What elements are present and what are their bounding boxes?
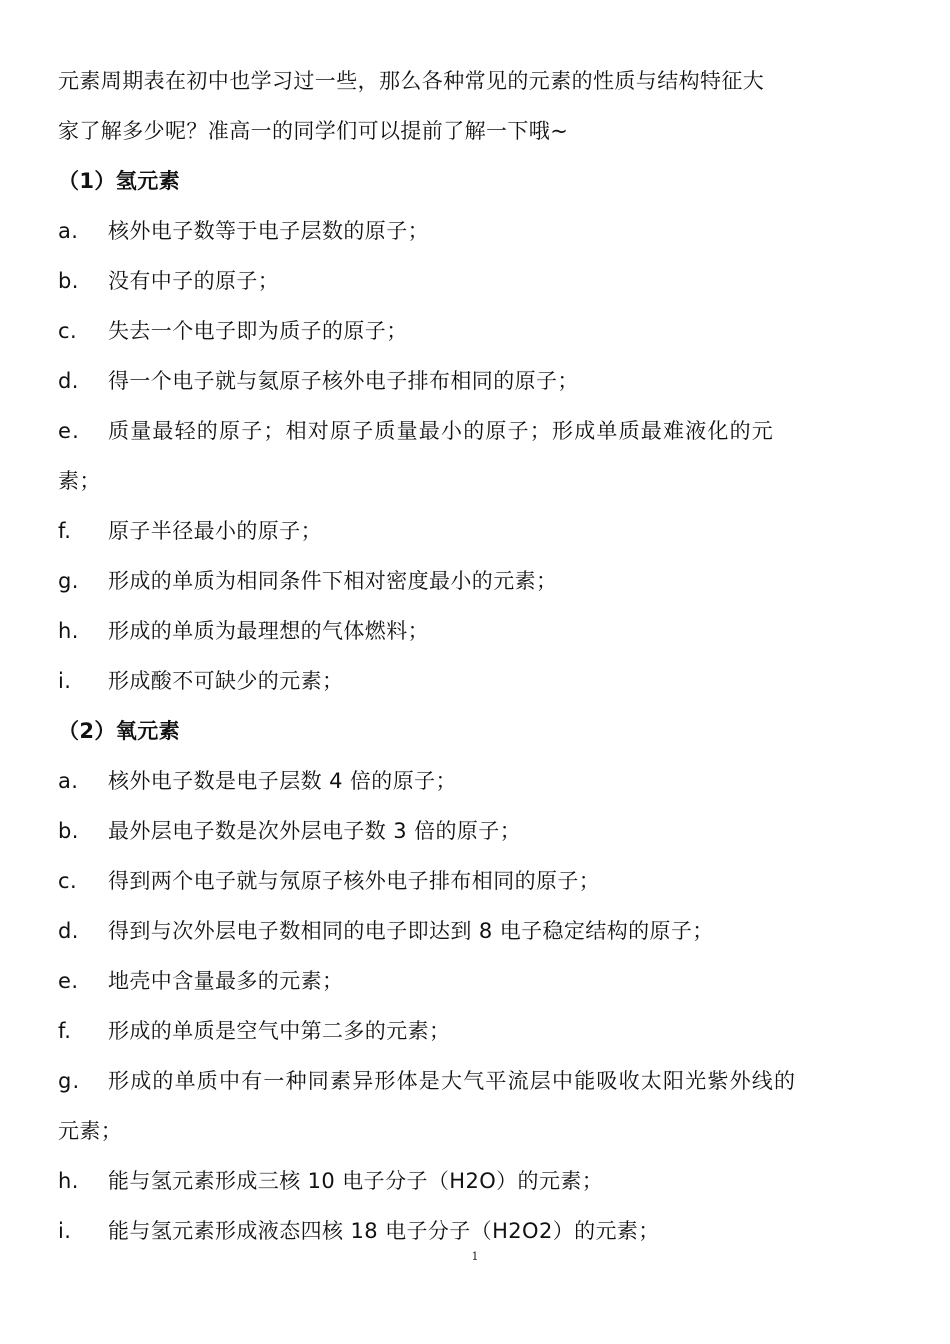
item-label: h. — [58, 1169, 79, 1193]
item-text: 得到与次外层电子数相同的电子即达到 8 电子稳定结构的原子； — [108, 919, 714, 943]
list-item — [58, 516, 892, 546]
list-item — [58, 416, 892, 446]
section-heading-oxygen: （2）氧元素 — [58, 719, 181, 743]
list-item — [58, 1066, 892, 1096]
list-item — [58, 816, 892, 846]
item-text: 地壳中含量最多的元素； — [108, 969, 344, 993]
page-number: 1 — [471, 1250, 479, 1263]
list-item — [58, 366, 892, 396]
list-item-continuation: 元素； — [58, 1119, 123, 1143]
item-label: c. — [58, 319, 78, 343]
list-item — [58, 916, 892, 946]
list-item — [58, 866, 892, 896]
intro-line-1: 元素周期表在初中也学习过一些，那么各种常见的元素的性质与结构特征大 — [58, 69, 765, 93]
item-label: f. — [58, 519, 72, 543]
item-text: 形成的单质为最理想的气体燃料； — [108, 619, 429, 643]
item-text: 能与氢元素形成三核 10 电子分子（H2O）的元素； — [108, 1169, 604, 1193]
list-item — [58, 1166, 892, 1196]
list-item — [58, 616, 892, 646]
item-text: 形成的单质为相同条件下相对密度最小的元素； — [108, 569, 558, 593]
item-text: 失去一个电子即为质子的原子； — [108, 319, 408, 343]
item-text: 最外层电子数是次外层电子数 3 倍的原子； — [108, 819, 522, 843]
list-item — [58, 1016, 892, 1046]
item-label: h. — [58, 619, 79, 643]
item-label: b. — [58, 819, 79, 843]
item-text: 得一个电子就与氦原子核外电子排布相同的原子； — [108, 369, 579, 393]
list-item — [58, 766, 892, 796]
list-item — [58, 966, 892, 996]
item-text: 没有中子的原子； — [108, 269, 280, 293]
item-label: g. — [58, 569, 79, 593]
item-label: e. — [58, 419, 80, 443]
item-label: e. — [58, 969, 79, 993]
section-heading-hydrogen: （1）氢元素 — [58, 169, 181, 193]
intro-line-2: 家了解多少呢？准高一的同学们可以提前了解一下哦~ — [58, 119, 569, 143]
item-text: 形成酸不可缺少的元素； — [108, 669, 344, 693]
list-item — [58, 566, 892, 596]
item-text: 形成的单质中有一种同素异形体是大气平流层中能吸收太阳光紫外线的 — [108, 1069, 797, 1093]
item-label: i. — [58, 1219, 72, 1243]
item-text: 得到两个电子就与氖原子核外电子排布相同的原子； — [108, 869, 601, 893]
list-item — [58, 666, 892, 696]
item-label: a. — [58, 769, 79, 793]
item-label: a. — [58, 219, 79, 243]
list-item — [58, 316, 892, 346]
item-label: g. — [58, 1069, 81, 1093]
item-text: 形成的单质是空气中第二多的元素； — [108, 1019, 451, 1043]
list-item — [58, 266, 892, 296]
list-item — [58, 1216, 892, 1246]
item-label: i. — [58, 669, 72, 693]
item-text: 能与氢元素形成液态四核 18 电子分子（H2O2）的元素； — [108, 1219, 660, 1243]
item-label: d. — [58, 919, 79, 943]
list-item — [58, 216, 892, 246]
item-label: f. — [58, 1019, 72, 1043]
item-text: 质量最轻的原子；相对原子质量最小的原子；形成单质最难液化的元 — [108, 419, 774, 443]
item-label: c. — [58, 869, 78, 893]
list-item-continuation: 素； — [58, 469, 101, 493]
item-text: 原子半径最小的原子； — [108, 519, 322, 543]
item-text: 核外电子数是电子层数 4 倍的原子； — [108, 769, 457, 793]
item-text: 核外电子数等于电子层数的原子； — [108, 219, 429, 243]
item-label: d. — [58, 369, 79, 393]
item-label: b. — [58, 269, 79, 293]
